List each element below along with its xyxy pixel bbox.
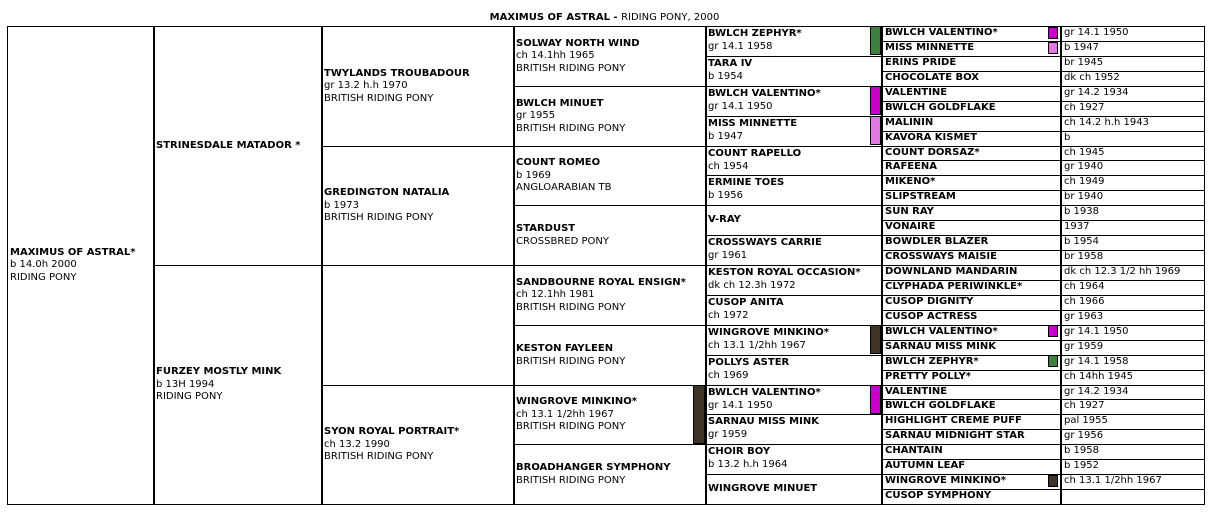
gen6-horse-name: CHANTAIN [881,444,1062,460]
horse-details: BRITISH RIDING PONY [516,355,626,367]
repeat-marker [870,325,881,354]
gen6-horse-details: ch 1927 [1060,101,1205,117]
gen6-horse-details: b [1060,131,1205,147]
gen6-horse-name: VALENTINE [881,86,1062,102]
horse-details: gr 1961 [708,249,748,261]
title-breed: RIDING PONY, 2000 [621,12,720,23]
horse-name: KESTON FAYLEEN [516,343,614,354]
horse-details: dk ch 12.3h 1972 [708,279,796,291]
gen6-horse-name: COUNT DORSAZ* [881,146,1062,161]
horse-details: b 1969 [516,169,551,181]
horse-breed: RIDING PONY [156,391,223,403]
horse-details: gr 14.1 1950 [708,399,773,411]
gen5-horse [705,205,883,236]
gen6-horse-details: ch 1964 [1060,280,1205,296]
gen4-horse [513,265,707,326]
gen6-horse-name: BWLCH VALENTINO* [881,26,1062,42]
horse-name: SYON ROYAL PORTRAIT* [324,426,460,438]
horse-details: ch 14.1hh 1965 [516,50,595,62]
horse-details: ch 1969 [708,369,749,381]
gen6-horse-details: gr 14.1 1950 [1060,26,1205,42]
gen5-horse [705,474,883,505]
horse-name: MISS MINNETTE [708,118,798,129]
horse-name: GREDINGTON NATALIA [324,187,450,199]
gen6-horse-details: br 1958 [1060,250,1205,266]
gen5-horse [705,414,883,445]
horse-name: WINGROVE MINKINO* [708,327,829,338]
horse-breed: ANGLOARABIAN TB [516,182,612,194]
horse-name: COUNT ROMEO [516,157,601,169]
horse-details: ch 13.1 1/2hh 1967 [708,339,806,351]
gen6-horse-details [1060,489,1205,505]
gen5-horse [705,325,883,356]
page-title [0,12,1209,23]
gen6-horse-details: gr 1956 [1060,429,1205,445]
horse-name: CROSSWAYS CARRIE [708,237,822,248]
horse-name: STARDUST [516,223,576,234]
horse-name: TARA IV [708,58,753,69]
gen6-horse-name: BWLCH VALENTINO* [881,325,1062,341]
gen5-horse [705,295,883,326]
gen6-horse-name: KAVORA KISMET [881,131,1062,147]
horse-details: b 1954 [708,70,743,82]
gen6-horse-details: gr 1959 [1060,340,1205,356]
gen4-horse [513,325,707,386]
horse-breed: BRITISH RIDING PONY [516,421,626,433]
horse-name: BWLCH ZEPHYR* [708,28,802,39]
gen5-horse [705,235,883,266]
horse-details: gr 1955 [516,110,556,122]
gen6-horse-details: b 1954 [1060,235,1205,251]
gen6-horse-name: SARNAU MIDNIGHT STAR [881,429,1062,445]
horse-name: STRINESDALE MATADOR * [156,139,301,151]
repeat-marker [1048,325,1058,337]
gen6-horse-details: br 1940 [1060,190,1205,206]
horse-details: b 1947 [708,130,743,142]
gen6-horse-details: ch 1949 [1060,175,1205,191]
gen6-horse-details: ch 1966 [1060,295,1205,311]
repeat-marker [1048,42,1058,54]
gen6-horse-details: b 1938 [1060,205,1205,221]
gen6-horse-name: SARNAU MISS MINK [881,340,1062,356]
gen6-horse-name: VALENTINE [881,385,1062,400]
gen6-horse-details: ch 14.2 h.h 1943 [1060,116,1205,132]
horse-breed: BRITISH RIDING PONY [324,92,434,104]
horse-breed: BRITISH RIDING PONY [516,62,626,74]
gen5-horse [705,175,883,206]
horse-name: MAXIMUS OF ASTRAL* [10,246,136,258]
repeat-marker [870,86,881,115]
gen6-horse-name: MALININ [881,116,1062,132]
gen6-horse-details: pal 1955 [1060,414,1205,430]
gen6-horse-details: ch 1927 [1060,399,1205,415]
gen6-horse-name: HIGHLIGHT CREME PUFF [881,414,1062,430]
horse-details: b 1973 [324,199,359,211]
gen6-horse-details: 1937 [1060,220,1205,236]
gen2-horse [153,26,323,266]
gen6-horse-details: gr 14.2 1934 [1060,385,1205,400]
gen6-horse-details: gr 14.1 1950 [1060,325,1205,341]
horse-details: b 13.2 h.h 1964 [708,458,788,470]
gen6-horse-name: BWLCH GOLDFLAKE [881,399,1062,415]
repeat-marker [870,385,881,414]
horse-breed: BRITISH RIDING PONY [324,212,434,224]
gen4-horse [513,205,707,266]
gen6-horse-name: VONAIRE [881,220,1062,236]
gen6-horse-name: AUTUMN LEAF [881,459,1062,475]
horse-name: KESTON ROYAL OCCASION* [708,267,861,278]
gen6-horse-details: b 1958 [1060,444,1205,460]
horse-name: POLLYS ASTER [708,357,790,368]
horse-name: V-RAY [708,214,741,226]
horse-name: SOLWAY NORTH WIND [516,37,640,49]
horse-name: TWYLANDS TROUBADOUR [324,67,470,79]
horse-name: BWLCH VALENTINO* [708,387,821,398]
horse-details: gr 14.1 1950 [708,100,773,112]
horse-details: gr 14.1 1958 [708,40,773,52]
gen5-horse [705,146,883,176]
horse-breed: BRITISH RIDING PONY [516,301,626,313]
gen6-horse-name: CHOCOLATE BOX [881,71,1062,87]
gen3-horse [321,146,515,266]
gen6-horse-details: ch 1945 [1060,146,1205,161]
horse-name: CHOIR BOY [708,446,771,457]
gen4-horse [513,146,707,206]
horse-details: ch 12.1hh 1981 [516,289,595,301]
gen6-horse-details: b 1947 [1060,41,1205,57]
horse-name: FURZEY MOSTLY MINK [156,366,282,378]
repeat-marker [693,385,705,444]
horse-name: SARNAU MISS MINK [708,416,819,427]
horse-name: CUSOP ANITA [708,297,784,308]
title-main: MAXIMUS OF ASTRAL - [489,12,622,23]
horse-name: ERMINE TOES [708,177,785,188]
gen6-horse-details: dk ch 12.3 1/2 hh 1969 [1060,265,1205,281]
gen6-horse-name: RAFEENA [881,160,1062,176]
horse-details: ch 1954 [708,160,749,172]
gen6-horse-name: CUSOP DIGNITY [881,295,1062,311]
gen2-horse [153,265,323,505]
gen6-horse-name: DOWNLAND MANDARIN [881,265,1062,281]
gen6-horse-details: gr 14.1 1958 [1060,355,1205,371]
gen5-horse [705,355,883,386]
gen5-horse [705,86,883,117]
gen3-horse [321,265,515,386]
gen6-horse-name: CUSOP ACTRESS [881,310,1062,326]
gen5-horse [705,56,883,87]
gen4-horse [513,86,707,147]
gen5-horse [705,444,883,475]
gen3-horse [321,26,515,147]
gen6-horse-name: SUN RAY [881,205,1062,221]
gen5-horse [705,26,883,57]
gen6-horse-name: WINGROVE MINKINO* [881,474,1062,490]
gen4-horse [513,444,707,505]
repeat-marker [870,116,881,145]
gen5-horse [705,265,883,296]
gen6-horse-details: dk ch 1952 [1060,71,1205,87]
horse-details: b 13H 1994 [156,378,215,390]
gen6-horse-details: b 1952 [1060,459,1205,475]
repeat-marker [1048,475,1058,487]
gen5-horse [705,385,883,415]
gen6-horse-name: BWLCH GOLDFLAKE [881,101,1062,117]
gen6-horse-details: ch 14hh 1945 [1060,370,1205,386]
gen6-horse-name: BOWDLER BLAZER [881,235,1062,251]
gen6-horse-details: br 1945 [1060,56,1205,72]
gen4-horse [513,26,707,87]
horse-name: BROADHANGER SYMPHONY [516,462,671,473]
horse-details: ch 13.2 1990 [324,438,390,450]
horse-details: CROSSBRED PONY [516,235,609,247]
gen6-horse-name: MISS MINNETTE [881,41,1062,57]
repeat-marker [870,26,881,55]
horse-details: b 1956 [708,189,743,201]
gen6-horse-details: ch 13.1 1/2hh 1967 [1060,474,1205,490]
gen4-horse [513,385,707,445]
gen6-horse-details: gr 1963 [1060,310,1205,326]
gen6-horse-name: PRETTY POLLY* [881,370,1062,386]
gen6-horse-name: SLIPSTREAM [881,190,1062,206]
horse-details: ch 13.1 1/2hh 1967 [516,408,614,420]
horse-details: BRITISH RIDING PONY [516,474,626,486]
gen6-horse-name: BWLCH ZEPHYR* [881,355,1062,371]
horse-details: gr 1959 [708,428,748,440]
horse-name: COUNT RAPELLO [708,148,802,159]
gen6-horse-details: gr 14.2 1934 [1060,86,1205,102]
horse-name: WINGROVE MINKINO* [516,396,637,408]
horse-breed: RIDING PONY [10,271,77,283]
horse-details: b 14.0h 2000 [10,259,77,271]
gen6-horse-name: CUSOP SYMPHONY [881,489,1062,505]
gen3-horse [321,385,515,505]
horse-name: BWLCH VALENTINO* [708,88,821,99]
horse-breed: BRITISH RIDING PONY [516,122,626,134]
gen6-horse-details: gr 1940 [1060,160,1205,176]
horse-name: SANDBOURNE ROYAL ENSIGN* [516,276,686,288]
horse-details: gr 13.2 h.h 1970 [324,80,408,92]
gen6-horse-name: MIKENO* [881,175,1062,191]
repeat-marker [1048,27,1058,39]
gen1-horse [7,26,155,505]
horse-breed: BRITISH RIDING PONY [324,451,434,463]
horse-name: WINGROVE MINUET [708,483,818,495]
gen5-horse [705,116,883,147]
horse-details: ch 1972 [708,309,749,321]
gen6-horse-name: CROSSWAYS MAISIE [881,250,1062,266]
gen6-horse-name: CLYPHADA PERIWINKLE* [881,280,1062,296]
gen6-horse-name: ERINS PRIDE [881,56,1062,72]
repeat-marker [1048,355,1058,367]
horse-name: BWLCH MINUET [516,97,604,109]
